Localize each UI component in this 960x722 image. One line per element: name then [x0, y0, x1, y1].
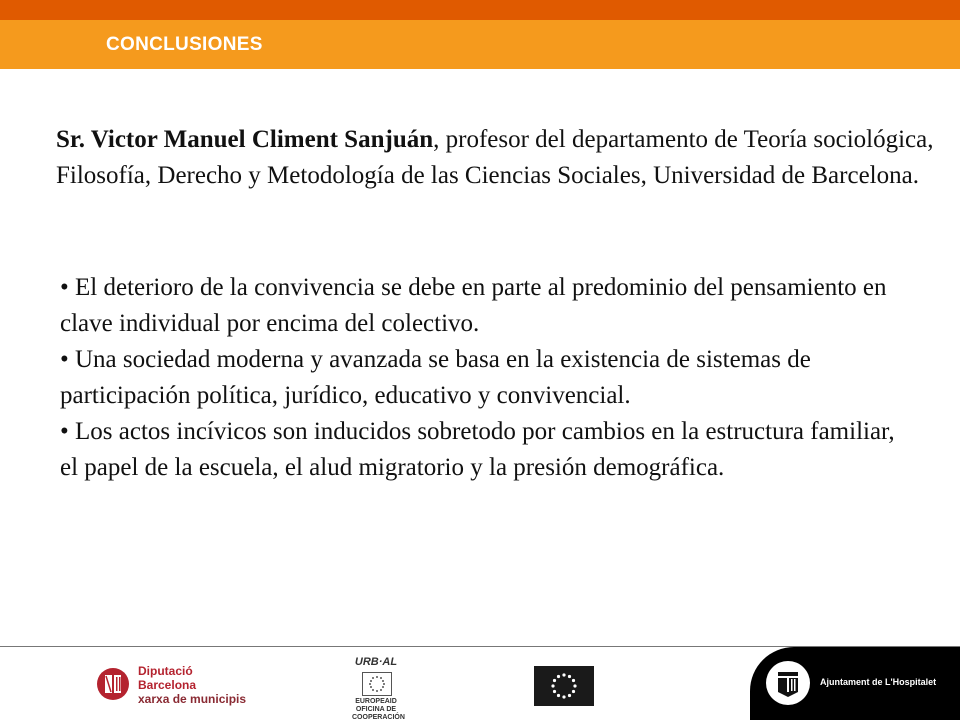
list-item: • Una sociedad moderna y avanzada se basa en la existencia de sistemas de participación política, jurídico, educativo y convivencial.: [60, 346, 811, 409]
list-item: • El deterioro de la convivencia se debe en parte al predominio del pensamiento en clave individual por encima del colectivo.: [60, 274, 887, 337]
diputacio-line2: Barcelona: [138, 678, 197, 692]
eu-stars-icon: [362, 672, 392, 696]
ajuntament-label: Ajuntament de L'Hospitalet: [820, 677, 937, 687]
list-item: • Los actos incívicos son inducidos sobretodo por cambios en la estructura familiar, el papel de la escuela, el alud migratorio y la presión demográfica.: [60, 418, 895, 481]
ajuntament-logo: [750, 647, 960, 720]
urbal-caption: EUROPEAID OFICINA DE COOPERACIÓN: [352, 698, 405, 721]
conclusion-list: [60, 270, 910, 486]
diputacio-logo: [96, 662, 296, 710]
diputacio-line3: xarxa de municipis: [138, 692, 247, 706]
ajuntament-emblem-icon: [766, 661, 810, 705]
urbal-label: URB·AL: [354, 656, 398, 668]
header-top-strip: [0, 0, 960, 20]
speaker-intro: [56, 122, 936, 194]
urbal-logo: [352, 656, 405, 721]
diputacio-line1: Diputació: [138, 664, 193, 678]
speaker-name: Sr. Victor Manuel Climent Sanjuán: [56, 126, 434, 153]
slide-title: CONCLUSIONES: [106, 34, 263, 55]
eu-flag-icon: [534, 666, 594, 706]
diputacio-text: [138, 664, 246, 706]
diputacio-emblem-icon: [96, 662, 130, 706]
header-bar: [0, 20, 960, 69]
speaker-description: , profesor del departamento de Teoría sociológica, Filosofía, Derecho y Metodología de las Ciencias Sociales, Universidad de Barcelona.: [56, 126, 934, 189]
